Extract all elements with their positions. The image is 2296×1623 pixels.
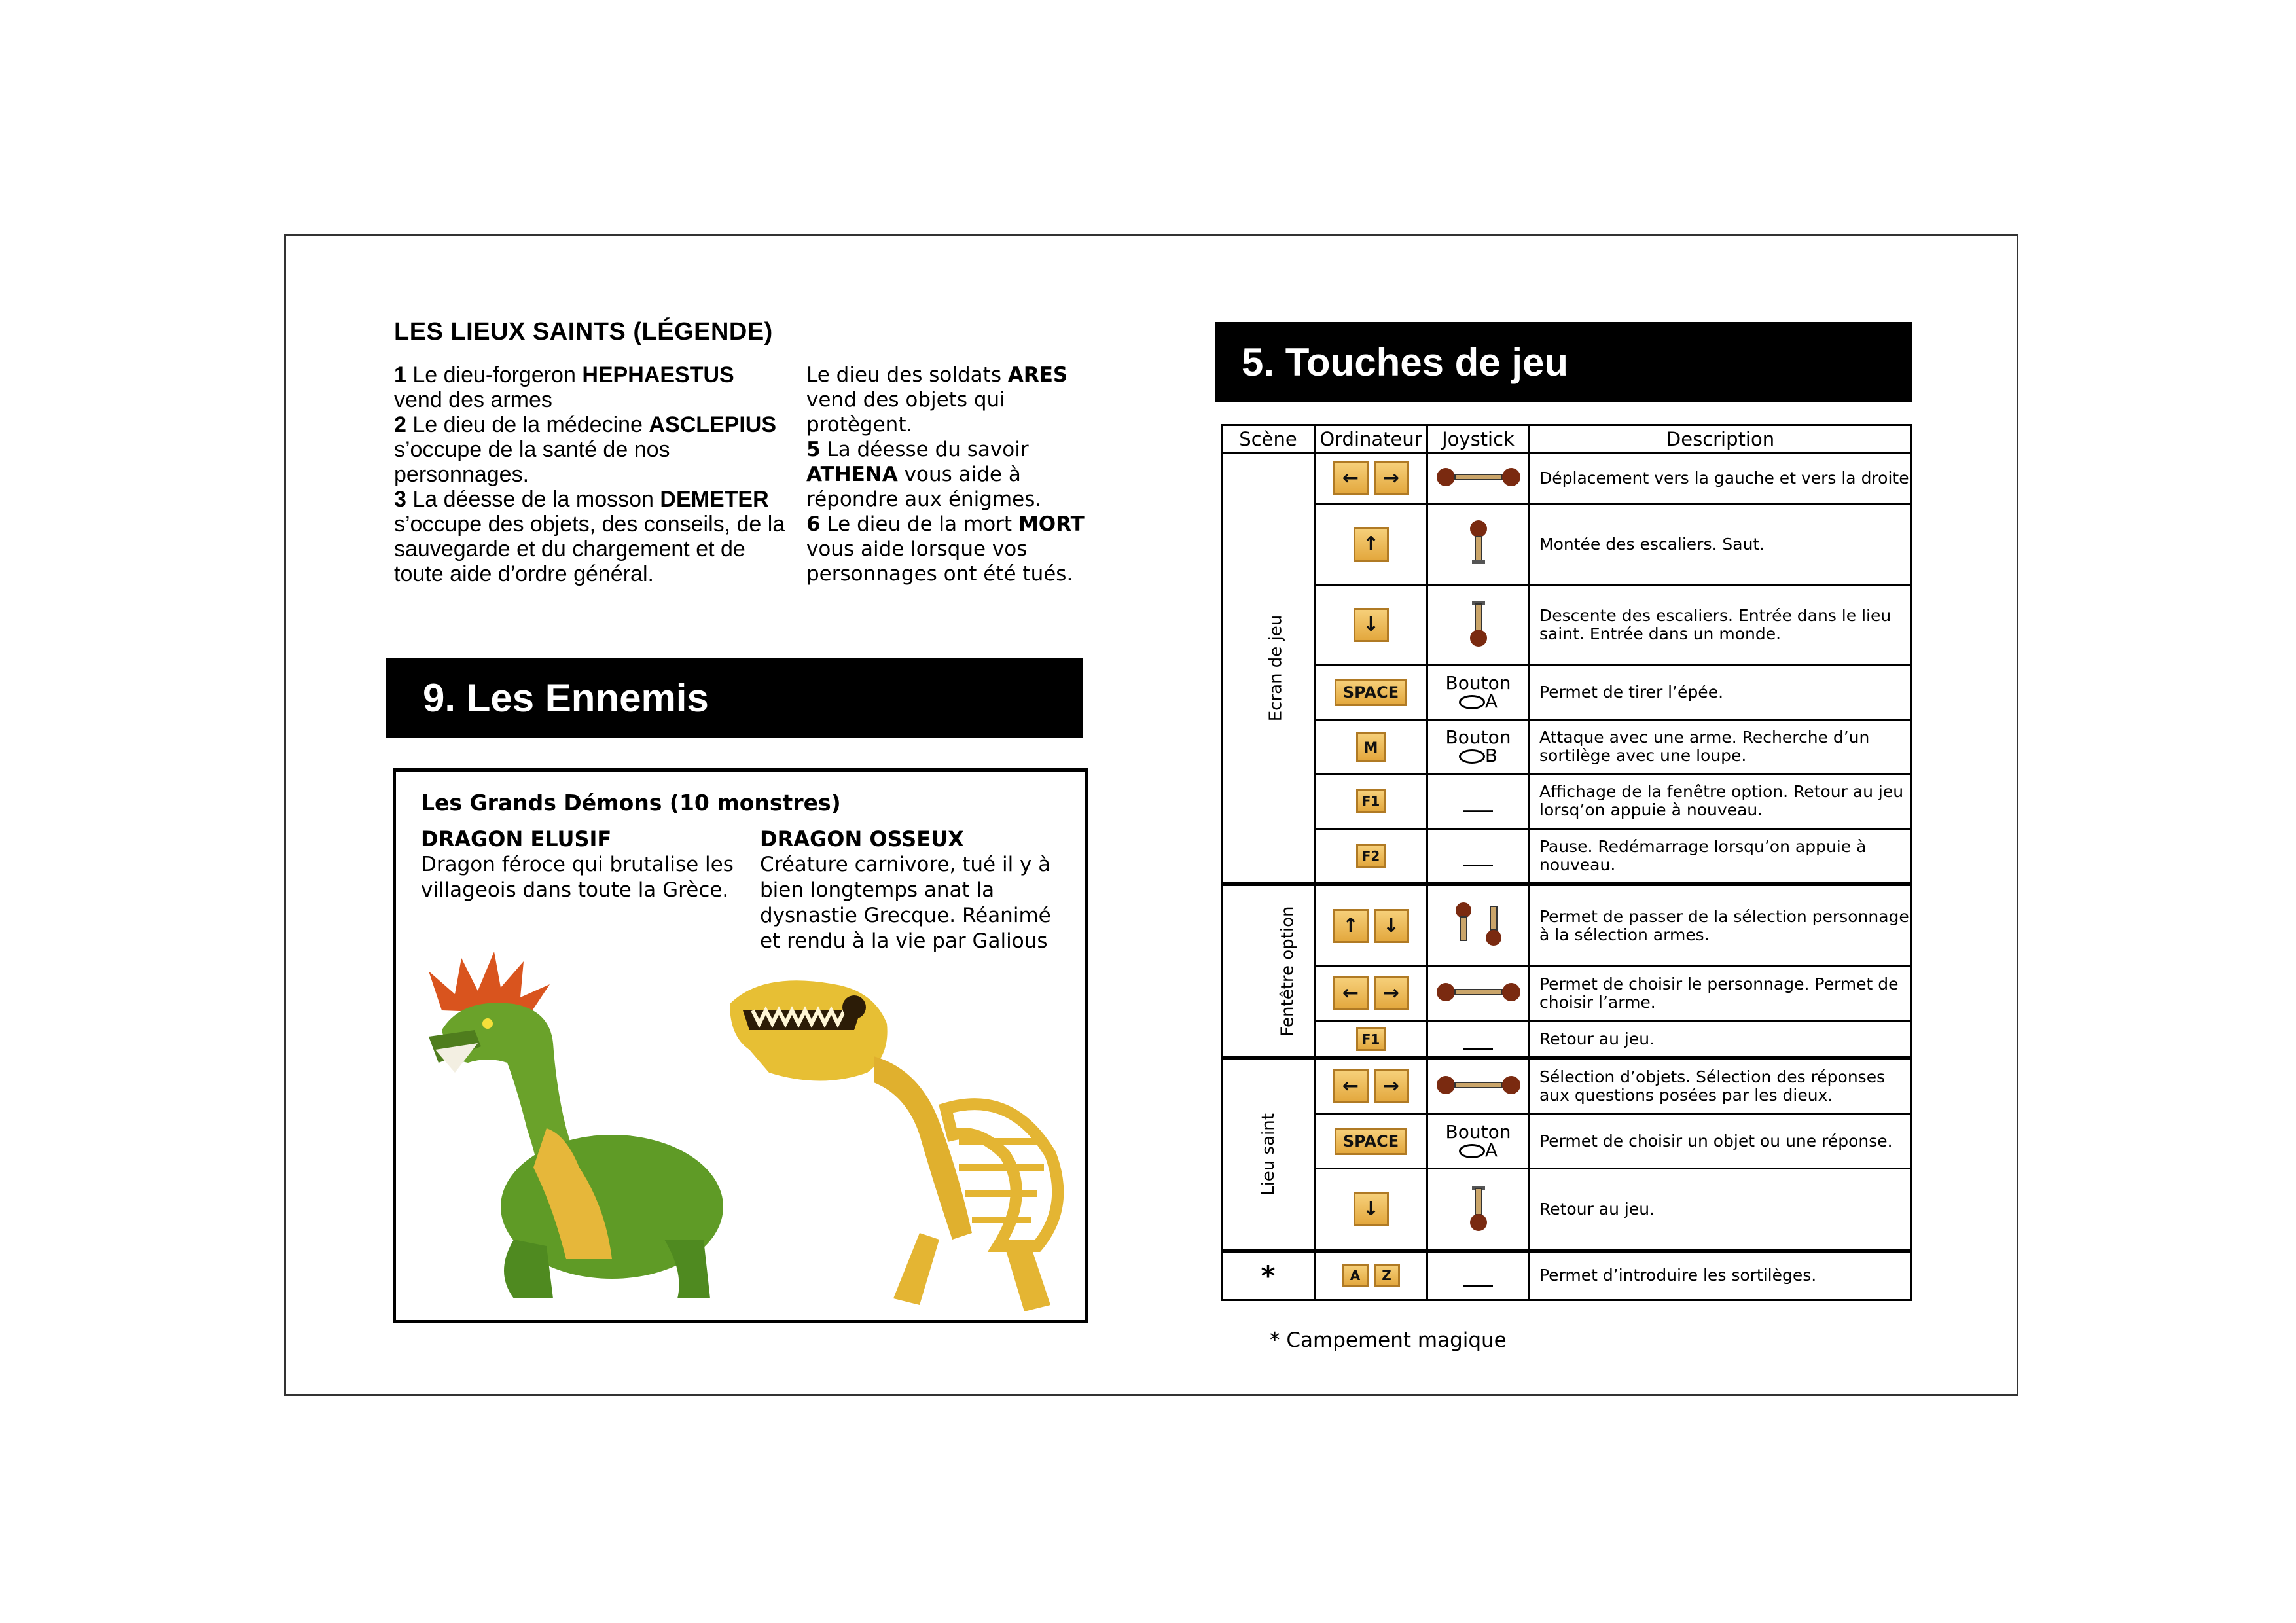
enemies-box [393,768,1088,1323]
controls-section-title: 5. Touches de jeu [1215,322,1912,402]
keys-cell [1315,1114,1427,1168]
scene-ecran-de-jeu: Ecran de jeu [1222,454,1315,885]
table-row [1222,1021,1912,1058]
down-arrow-key-icon: ↓ [1374,909,1409,943]
a-key: A [1342,1264,1369,1287]
joystick-cell [1427,1021,1530,1058]
button-oval-icon [1459,1144,1485,1158]
z-key: Z [1374,1264,1400,1287]
right-arrow-key-icon: → [1374,461,1409,495]
button-oval-icon [1459,695,1485,709]
table-row [1222,1058,1912,1114]
legend-title: LES LIEUX SAINTS (LÉGENDE) [394,318,773,346]
joystick-cell [1427,719,1530,774]
description-cell: Retour au jeu. [1530,1169,1912,1251]
down-arrow-key-icon: ↓ [1354,1192,1389,1226]
enemy-name: DRAGON ELUSIF [421,827,612,851]
joystick-cell [1427,454,1530,505]
description-cell: Retour au jeu. [1530,1021,1912,1058]
description-cell: Permet d’introduire les sortilèges. [1530,1251,1912,1300]
keys-cell [1315,966,1427,1020]
up-arrow-key-icon: ↑ [1333,909,1369,943]
keys-cell [1315,584,1427,665]
enemy-dragon-elusif [421,827,735,903]
enemy-description: Créature carnivore, tué il y à bien longtemps anat la dysnastie Grecque. Réanimé et rendu à la vie par Galious [760,853,1051,953]
left-arrow-key-icon: ← [1333,461,1369,495]
description-cell: Permet de tirer l’épée. [1530,665,1912,719]
table-row [1222,1114,1912,1168]
table-row [1222,1169,1912,1251]
footnote: * Campement magique [1270,1329,1507,1352]
header-scene: Scène [1222,425,1315,454]
table-row [1222,829,1912,884]
space-key: SPACE [1335,679,1407,706]
keys-cell [1315,454,1427,505]
joystick-up-icon [1465,517,1492,569]
f1-key: F1 [1356,1027,1386,1051]
table-row [1222,774,1912,829]
legend-entry: 3 La déesse de la mosson DEMETER s’occupe des objets, des conseils, de la sauvegarde et du chargement et de toute aide d’ordre général. [394,487,785,586]
description-cell: Sélection d’objets. Sélection des réponses aux questions posées par les dieux. [1530,1058,1912,1114]
header-computer: Ordinateur [1315,425,1427,454]
description-cell: Permet de choisir un objet ou une réponse. [1530,1114,1912,1168]
keys-cell [1315,829,1427,884]
joystick-cell [1427,1114,1530,1168]
legend-column-left [394,363,787,586]
right-arrow-key-icon: → [1374,976,1409,1010]
button-oval-icon [1459,749,1485,764]
joystick-cell [1427,884,1530,966]
legend-column-right [806,363,1088,586]
joystick-horizontal-icon [1433,1072,1524,1098]
table-header-row [1222,425,1912,454]
no-joystick-dash: ___ [1463,1027,1493,1051]
joystick-horizontal-icon [1433,464,1524,490]
keys-cell [1315,1058,1427,1114]
right-arrow-key-icon: → [1374,1069,1409,1103]
bone-dragon-illustration [723,958,1077,1318]
button-b-label: Bouton B [1445,726,1511,766]
keys-cell [1315,719,1427,774]
joystick-cell [1427,1169,1530,1251]
joystick-cell [1427,1058,1530,1114]
header-joystick: Joystick [1427,425,1530,454]
enemy-dragon-osseux [760,827,1074,954]
joystick-cell [1427,829,1530,884]
space-key: SPACE [1335,1128,1407,1155]
table-row [1222,504,1912,584]
f1-key: F1 [1356,789,1386,813]
description-cell: Affichage de la fenêtre option. Retour au jeu lorsq’on appuie à nouveau. [1530,774,1912,829]
joystick-cell [1427,504,1530,584]
legend-entry: 2 Le dieu de la médecine ASCLEPIUS s’occupe de la santé de nos personnages. [394,412,776,487]
description-cell: Permet de choisir le personnage. Permet de choisir l’arme. [1530,966,1912,1020]
table-row [1222,665,1912,719]
header-description: Description [1530,425,1912,454]
joystick-horizontal-icon [1433,979,1524,1005]
joystick-up-down-icon [1449,899,1508,951]
f2-key: F2 [1356,844,1386,868]
enemy-name: DRAGON OSSEUX [760,827,964,851]
joystick-cell [1427,774,1530,829]
table-row [1222,966,1912,1020]
description-cell: Pause. Redémarrage lorsqu’on appuie à nouveau. [1530,829,1912,884]
scene-campement-magique: * [1222,1251,1315,1300]
up-arrow-key-icon: ↑ [1354,527,1389,562]
keys-cell [1315,774,1427,829]
table-row [1222,884,1912,966]
table-row [1222,454,1912,505]
description-cell: Déplacement vers la gauche et vers la droite [1530,454,1912,505]
joystick-cell [1427,1251,1530,1300]
joystick-down-icon [1465,597,1492,650]
controls-table [1221,424,1912,1301]
enemies-section-title: 9. Les Ennemis [386,658,1083,738]
keys-cell [1315,884,1427,966]
keys-cell [1315,1169,1427,1251]
legend-entry: Le dieu des soldats ARES vend des objets qui protègent. [806,363,1068,437]
keys-cell [1315,1251,1427,1300]
legend-entry: 6 Le dieu de la mort MORT vous aide lorsque vos personnages ont été tués. [806,512,1085,586]
table-row [1222,1251,1912,1300]
m-key: M [1356,732,1386,762]
button-a-label: Bouton A [1445,671,1511,712]
description-cell: Montée des escaliers. Saut. [1530,504,1912,584]
joystick-cell [1427,966,1530,1020]
keys-cell [1315,665,1427,719]
legend-entry: 5 La déesse du savoir ATHENA vous aide à répondre aux énigmes. [806,438,1042,511]
no-joystick-dash: ___ [1463,1264,1493,1287]
keys-cell [1315,1021,1427,1058]
keys-cell [1315,504,1427,584]
joystick-cell [1427,665,1530,719]
joystick-down-icon [1465,1182,1492,1234]
no-joystick-dash: ___ [1463,789,1493,813]
left-arrow-key-icon: ← [1333,976,1369,1010]
no-joystick-dash: ___ [1463,844,1493,868]
scene-lieu-saint: Lieu saint [1222,1058,1315,1251]
scene-fenetre-option: Fentêtre option [1222,884,1315,1058]
button-a-label: Bouton A [1445,1121,1511,1162]
description-cell: Descente des escaliers. Entrée dans le lieu saint. Entrée dans un monde. [1530,584,1912,665]
description-cell: Permet de passer de la sélection personnage à la sélection armes. [1530,884,1912,966]
legend-entry: 1 Le dieu-forgeron HEPHAESTUS vend des armes [394,363,734,412]
enemy-group-title: Les Grands Démons (10 monstres) [421,790,841,815]
joystick-cell [1427,584,1530,665]
table-row [1222,584,1912,665]
left-arrow-key-icon: ← [1333,1069,1369,1103]
description-cell: Attaque avec une arme. Recherche d’un sortilège avec une loupe. [1530,719,1912,774]
table-row [1222,719,1912,774]
down-arrow-key-icon: ↓ [1354,608,1389,642]
enemy-description: Dragon féroce qui brutalise les villageois dans toute la Grèce. [421,853,734,902]
green-dragon-illustration [416,932,723,1311]
